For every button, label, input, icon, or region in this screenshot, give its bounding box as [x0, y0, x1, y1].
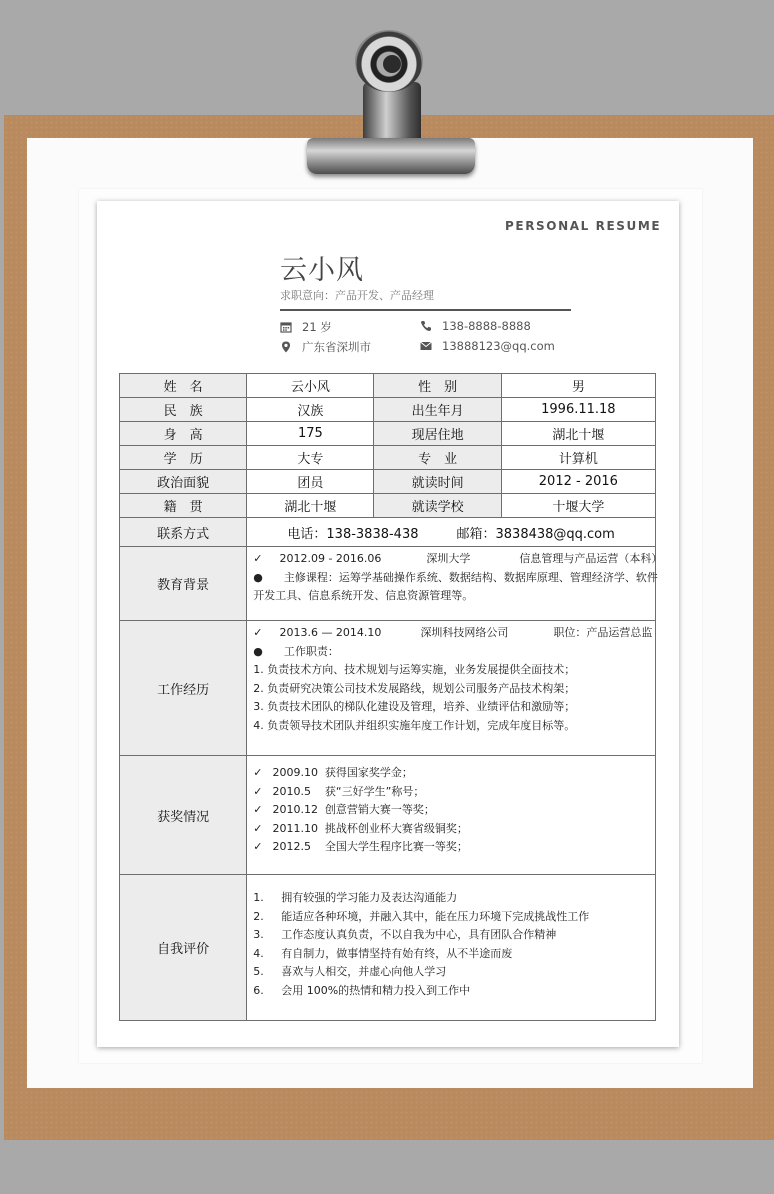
- row-work-experience: [120, 621, 656, 756]
- self-item: 6. 会用 100%的热情和精力投入到工作中: [253, 983, 471, 997]
- courses-line-1: 主修课程：运筹学基础操作系统、数据结构、数据库原理、管理经济学、软件: [283, 570, 658, 584]
- label-ethnicity: 民 族: [120, 398, 247, 422]
- label-politics: 政治面貌: [120, 470, 247, 494]
- value-school: 十堰大学: [501, 494, 655, 518]
- label-study-period: 就读时间: [374, 470, 501, 494]
- work-content: [247, 621, 656, 756]
- award-text: 2012.5 全国大学生程序比赛一等奖；: [272, 840, 468, 854]
- info-phone: [420, 319, 531, 333]
- duty-item: 3. 负责技术团队的梯队化建设及管理，培养、业绩评估和激励等；: [253, 700, 576, 714]
- duty-item: 2. 负责研究决策公司技术发展路线，规划公司服务产品技术构架；: [253, 681, 576, 695]
- work-company: 深圳科技网络公司: [420, 626, 509, 639]
- bullet-icon: ●: [253, 644, 263, 658]
- label-work-experience: 工作经历: [120, 621, 247, 756]
- education-major: 信息管理与产品运营（本科）: [519, 552, 663, 565]
- work-duties-title: [253, 643, 651, 662]
- value-major: 计算机: [501, 446, 655, 470]
- education-content: [247, 547, 663, 621]
- bullet-icon: ●: [253, 570, 263, 584]
- self-item: 5. 喜欢与人相交，并虚心向他人学习: [253, 965, 447, 979]
- work-period: 2013.6 — 2014.10: [279, 626, 382, 639]
- duty-item: 1. 负责技术方向、技术规划与运筹实施，业务发展提供全面技术；: [253, 663, 576, 677]
- label-self-evaluation: 自我评价: [120, 875, 247, 1021]
- row-self-evaluation: [120, 875, 656, 1021]
- candidate-name: 云小风: [280, 255, 364, 286]
- award-item: [253, 783, 651, 802]
- value-height: 175: [247, 422, 374, 446]
- label-school: 就读学校: [374, 494, 501, 518]
- duty-item: 4. 负责领导技术团队并组织实施年度工作计划，完成年度目标等。: [253, 718, 576, 732]
- value-origin: 湖北十堰: [247, 494, 374, 518]
- value-politics: 团员: [247, 470, 374, 494]
- value-study-period: 2012 - 2016: [501, 470, 655, 494]
- row-height-residence: [120, 422, 656, 446]
- label-origin: 籍 贯: [120, 494, 247, 518]
- education-entry: [253, 550, 663, 569]
- job-intent: 求职意向：产品开发、产品经理: [280, 289, 434, 302]
- value-ethnicity: 汉族: [247, 398, 374, 422]
- location-text: 广东省深圳市: [302, 340, 371, 354]
- award-item: [253, 838, 651, 857]
- check-icon: ✓: [253, 803, 263, 817]
- info-location: [280, 339, 371, 355]
- courses-line-2: 开发工具、信息系统开发、信息资源管理等。: [253, 589, 474, 603]
- resume-table: [119, 373, 663, 1021]
- info-age: [280, 319, 332, 335]
- row-awards: [120, 756, 656, 875]
- label-residence: 现居住地: [374, 422, 501, 446]
- contact-email: 邮箱：3838438@qq.com: [456, 526, 615, 542]
- self-item: 4. 有自制力，做事情坚持有始有终，从不半途而废: [253, 946, 513, 960]
- label-height: 身 高: [120, 422, 247, 446]
- education-courses: [253, 569, 658, 588]
- value-birth: 1996.11.18: [501, 398, 655, 422]
- award-text: 2009.10 获得国家奖学金；: [272, 766, 413, 779]
- value-education-level: 大专: [247, 446, 374, 470]
- label-contact: 联系方式: [120, 518, 247, 547]
- check-icon: ✓: [253, 784, 263, 798]
- award-item: [253, 820, 651, 839]
- label-education-background: 教育背景: [120, 547, 247, 621]
- award-text: 2010.12 创意营销大赛一等奖；: [272, 803, 435, 817]
- check-icon: ✓: [253, 766, 263, 779]
- label-gender: 性 别: [374, 374, 501, 398]
- check-icon: ✓: [253, 821, 263, 835]
- email-text: 13888123@qq.com: [442, 339, 555, 353]
- age-text: 21 岁: [302, 320, 332, 334]
- info-email: [420, 339, 555, 353]
- awards-content: [247, 756, 656, 875]
- duties-title-text: 工作职责：: [283, 644, 339, 658]
- envelope-icon: [420, 340, 432, 352]
- award-text: 2010.5 获“三好学生”称号；: [272, 784, 425, 798]
- self-evaluation-content: [247, 875, 656, 1021]
- label-birth: 出生年月: [374, 398, 501, 422]
- row-politics-period: [120, 470, 656, 494]
- row-ethnicity-birth: [120, 398, 656, 422]
- check-icon: ✓: [253, 552, 263, 565]
- row-education-major: [120, 446, 656, 470]
- work-entry: [253, 624, 651, 643]
- calendar-icon: [280, 321, 292, 333]
- phone-icon: [420, 320, 432, 332]
- row-origin-school: [120, 494, 656, 518]
- award-text: 2011.10 挑战杯创业杯大赛省级铜奖；: [272, 821, 468, 835]
- award-item: [253, 764, 651, 783]
- label-major: 专 业: [374, 446, 501, 470]
- label-awards: 获奖情况: [120, 756, 247, 875]
- work-position: 职位：产品运营总监: [553, 626, 653, 639]
- value-name: 云小风: [247, 374, 374, 398]
- label-name: 姓 名: [120, 374, 247, 398]
- self-item: 3. 工作态度认真负责，不以自我为中心，具有团队合作精神: [253, 928, 557, 942]
- clip-hole: [383, 55, 401, 73]
- value-gender: 男: [501, 374, 655, 398]
- contact-phone: 电话：138-3838-438: [287, 526, 419, 542]
- label-education-level: 学 历: [120, 446, 247, 470]
- value-residence: 湖北十堰: [501, 422, 655, 446]
- value-contact: [247, 518, 656, 547]
- check-icon: ✓: [253, 840, 263, 854]
- row-contact: [120, 518, 656, 547]
- self-item: 1. 拥有较强的学习能力及表达沟通能力: [253, 891, 458, 904]
- binder-clip: [307, 138, 475, 174]
- education-school: 深圳大学: [426, 552, 471, 565]
- header-divider: [280, 309, 571, 311]
- education-period: 2012.09 - 2016.06: [279, 552, 382, 565]
- row-name-gender: [120, 374, 656, 398]
- self-item: 2. 能适应各种环境，并融入其中，能在压力环境下完成挑战性工作: [253, 909, 590, 923]
- check-icon: ✓: [253, 626, 263, 639]
- location-pin-icon: [280, 341, 292, 353]
- award-item: [253, 801, 651, 820]
- row-education-background: [120, 547, 656, 621]
- brand-title: PERSONAL RESUME: [505, 219, 662, 233]
- phone-text: 138-8888-8888: [442, 319, 531, 333]
